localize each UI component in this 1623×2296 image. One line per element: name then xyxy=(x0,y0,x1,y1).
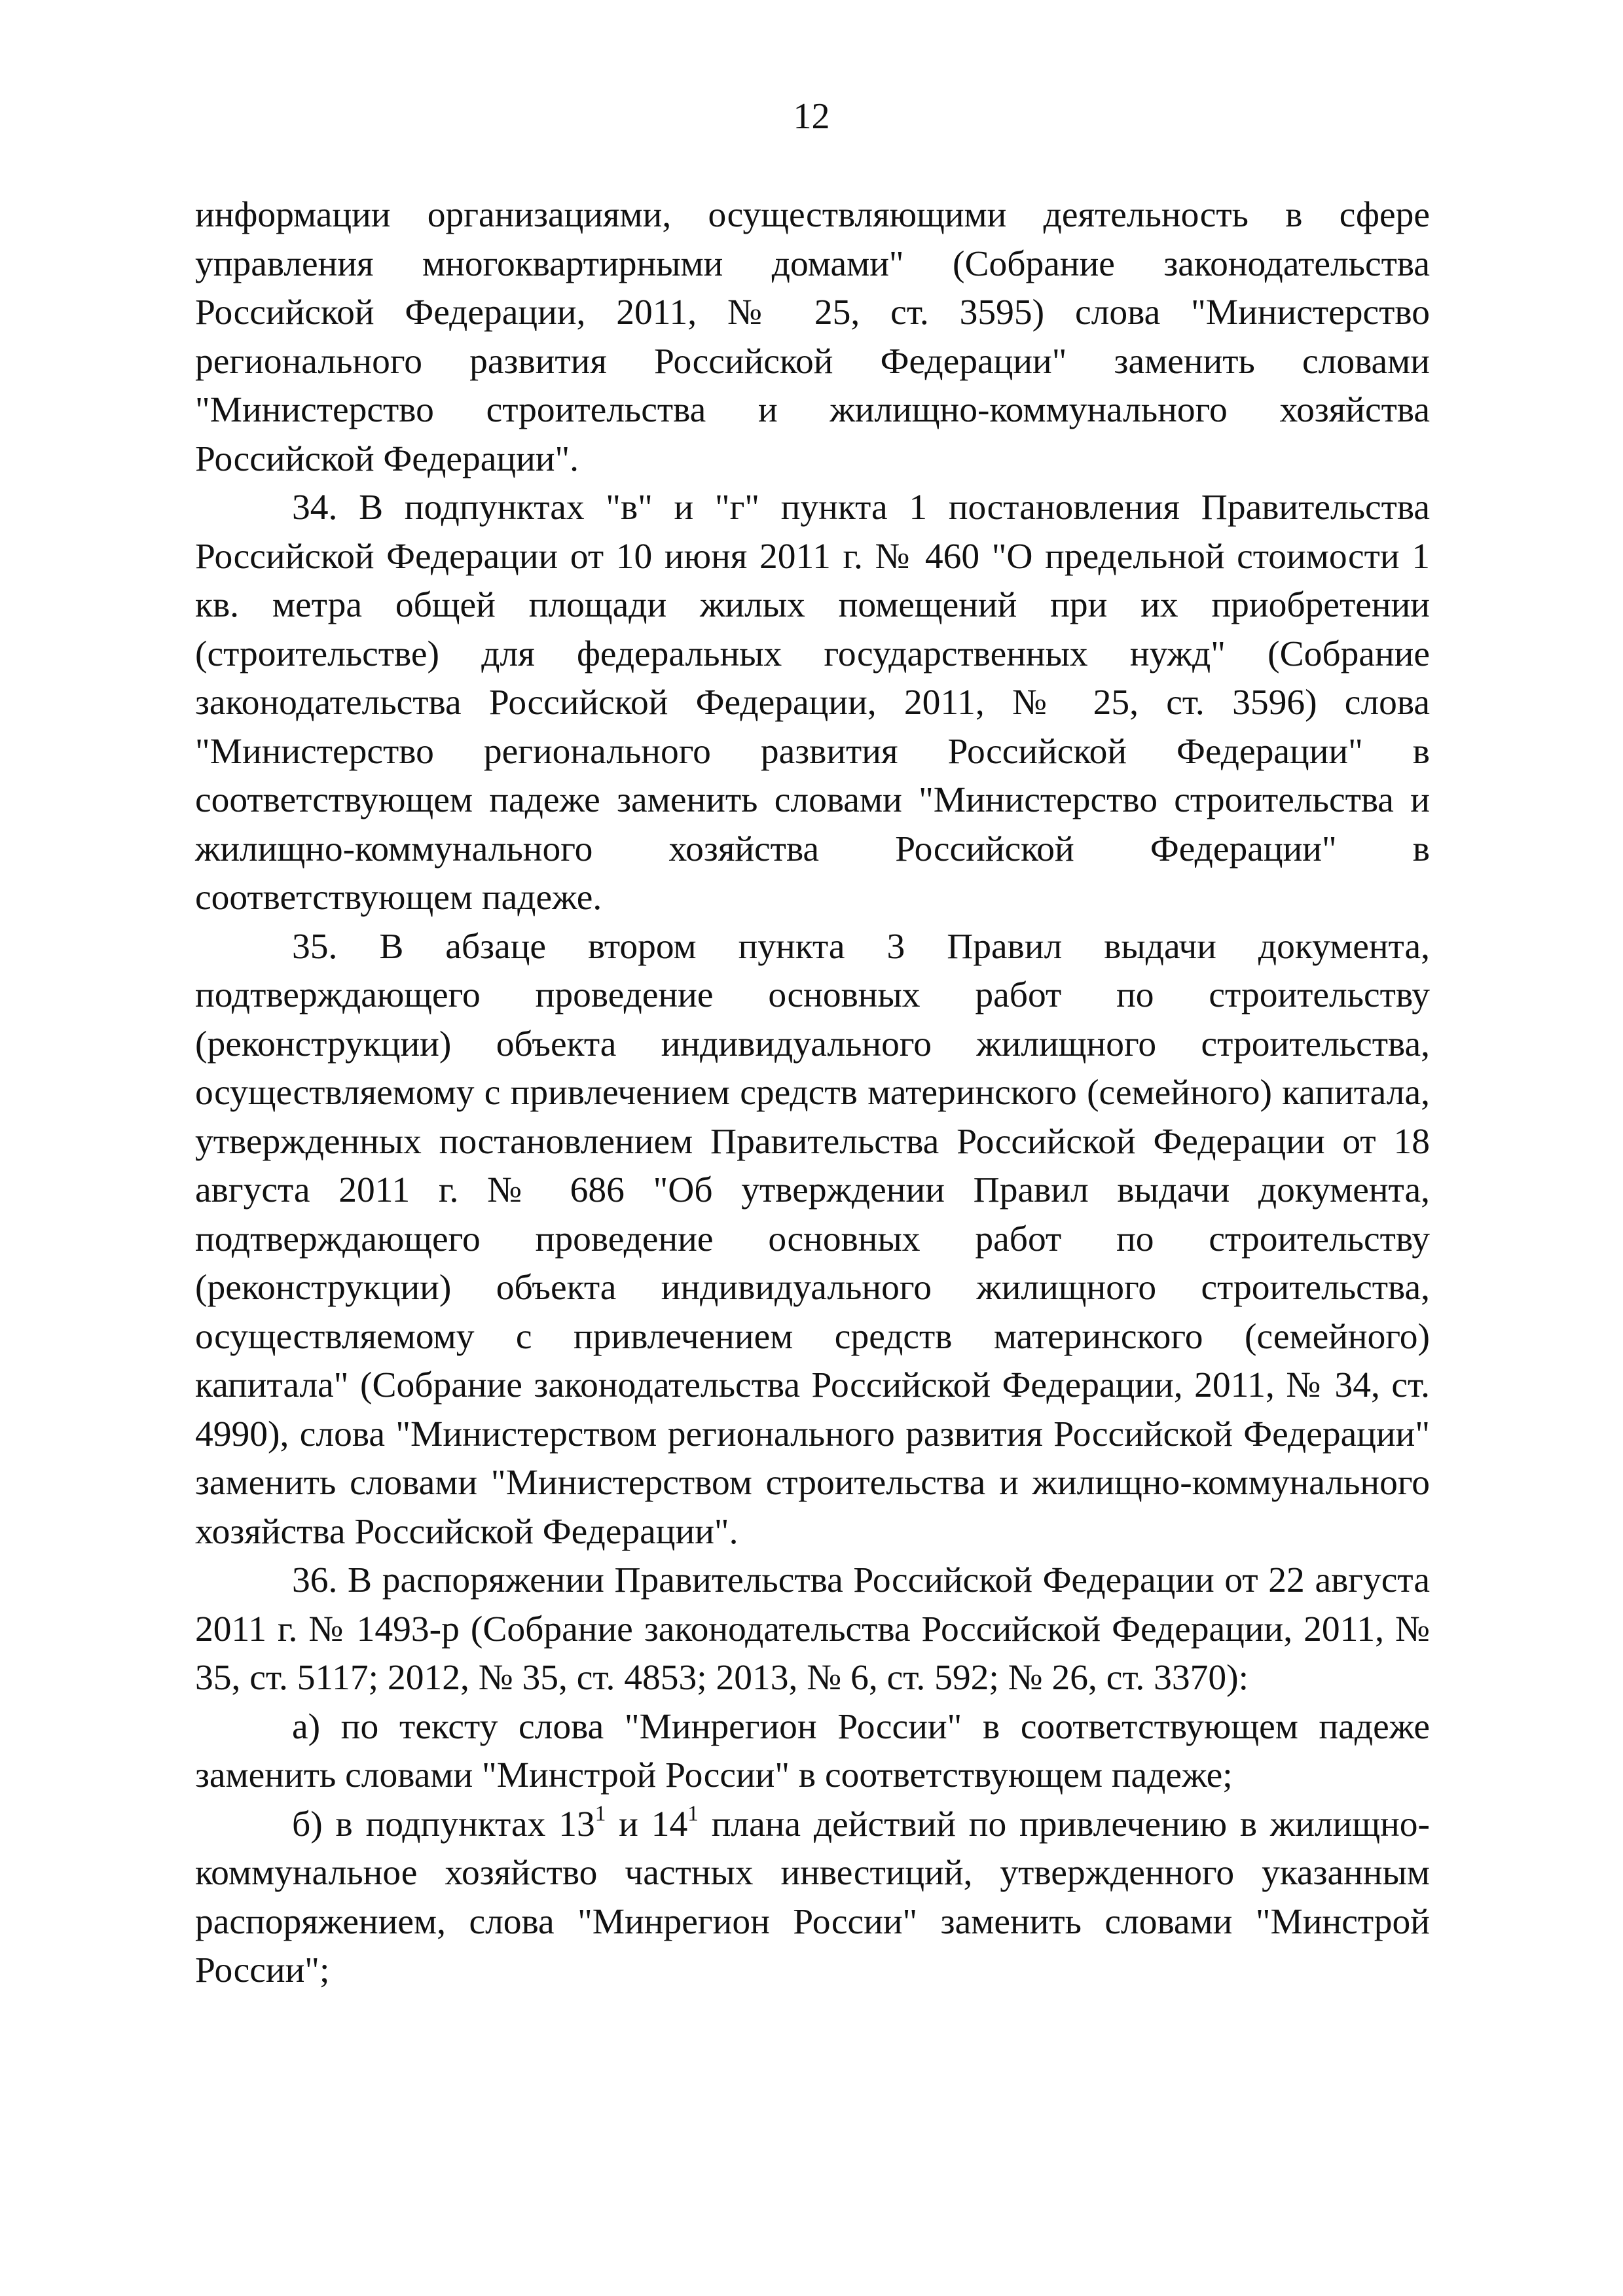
paragraph-item-36-b xyxy=(195,1801,1430,1996)
paragraph-item-36-b-text-1: б) в подпунктах 13 xyxy=(292,1804,595,1844)
page-number: 12 xyxy=(793,96,830,137)
paragraph-item-35: 35. В абзаце втором пункта 3 Правил выдачи документа, подтверждающего проведение основных работ по строительству (реконструкции) объекта индивидуального жилищного строительства, осуществляемому с привлечением средств материнского (семейного) капитала, утвержденных постановлением Правительства Российской Федерации от 18 августа 2011 г. № 686 "Об утверждении Правил выдачи документа, подтверждающего проведение основных работ по строительству (реконструкции) объекта индивидуального жилищного строительства, осуществляемому с привлечением средств материнского (семейного) капитала" (Собрание законодательства Российской Федерации, 2011, № 34, ст. 4990), слова "Министерством регионального развития Российской Федерации" заменить словами "Министерством строительства и жилищно-коммунального хозяйства Российской Федерации". xyxy=(195,926,1430,1552)
paragraph-item-36: 36. В распоряжении Правительства Российской Федерации от 22 августа 2011 г. № 1493-р (Собрание законодательства Российской Федерации, 2011, № 35, ст. 5117; 2012, № 35, ст. 4853; 2013, № 6, ст. 592; № 26, ст. 3370): xyxy=(195,1560,1430,1698)
superscript-2: 1 xyxy=(687,1801,699,1826)
paragraph-continuation: информации организациями, осуществляющими деятельность в сфере управления многоквартирными домами" (Собрание законодательства Российской Федерации, 2011, № 25, ст. 3595) слова "Министерство регионального развития Российской Федерации" заменить словами "Министерство строительства и жилищно-коммунального хозяйства Российской Федерации". xyxy=(195,195,1430,479)
document-body xyxy=(195,191,1430,1996)
paragraph-item-34: 34. В подпунктах "в" и "г" пункта 1 постановления Правительства Российской Федерации от 10 июня 2011 г. № 460 "О предельной стоимости 1 кв. метра общей площади жилых помещений при их приобретении (строительстве) для федеральных государственных нужд" (Собрание законодательства Российской Федерации, 2011, № 25, ст. 3596) слова "Министерство регионального развития Российской Федерации" в соответствующем падеже заменить словами "Министерство строительства и жилищно-коммунального хозяйства Российской Федерации" в соответствующем падеже. xyxy=(195,488,1430,918)
paragraph-item-36-b-text-3: плана действий по привлечению в жилищно-коммунальное хозяйство частных инвестиций, утвержденного указанным распоряжением, слова "Минрегион России" заменить словами "Минстрой России"; xyxy=(195,1804,1431,1990)
paragraph-item-36-a: а) по тексту слова "Минрегион России" в соответствующем падеже заменить словами "Минстрой России" в соответствующем падеже; xyxy=(195,1706,1430,1795)
paragraph-item-36-b-text-2: и 14 xyxy=(606,1804,688,1844)
superscript-1: 1 xyxy=(594,1801,606,1826)
